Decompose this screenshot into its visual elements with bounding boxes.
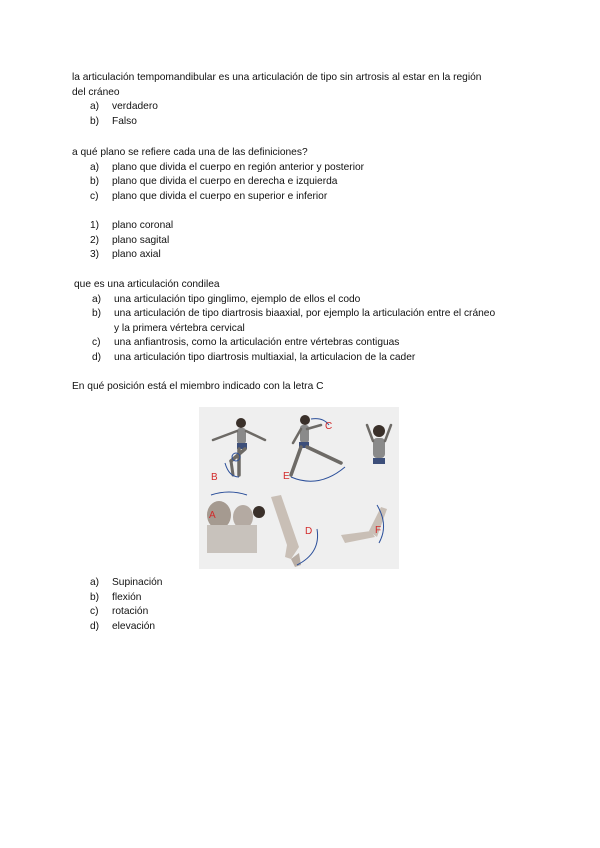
question-4-options <box>72 576 532 634</box>
option-a <box>72 100 532 115</box>
option-d <box>74 351 534 366</box>
question-2 <box>72 146 532 204</box>
option-marker: a) <box>90 577 100 588</box>
option-b <box>74 307 534 322</box>
option-c <box>72 190 532 205</box>
question-3 <box>74 278 534 366</box>
question-1-text-line2: del cráneo <box>72 86 120 98</box>
figure-pose-arms-raised <box>367 425 391 464</box>
option-a <box>74 293 534 308</box>
option-a <box>72 161 532 176</box>
option-text: plano que divida el cuerpo en región anterior y posterior <box>112 161 365 173</box>
figure-illustration <box>199 407 399 569</box>
option-text: Falso <box>112 115 137 127</box>
figure-pose-d <box>271 495 301 567</box>
question-4-text: En qué posición está el miembro indicado con la letra C <box>72 381 324 392</box>
question-4 <box>72 380 532 395</box>
option-text: elevación <box>112 620 156 632</box>
question-1 <box>72 71 532 129</box>
answer-text: plano coronal <box>112 220 174 231</box>
option-text: una anfiantrosis, como la articulación entre vértebras contiguas <box>114 337 400 349</box>
option-text: rotación <box>112 606 149 618</box>
option-text: plano que divida el cuerpo en derecha e izquierda <box>112 176 338 188</box>
answer-text: plano axial <box>112 249 161 261</box>
option-marker: d) <box>90 620 100 632</box>
option-d <box>72 620 532 635</box>
figure-pose-a <box>207 492 265 553</box>
figure-label-b: B <box>211 472 218 483</box>
option-marker: a) <box>90 101 100 113</box>
option-a <box>72 576 532 591</box>
figure-label-a: A <box>209 510 216 521</box>
option-c <box>74 336 534 351</box>
option-marker: a) <box>92 293 102 305</box>
answer-text: plano sagital <box>112 234 170 246</box>
figure-label-c: C <box>325 421 333 432</box>
question-1-text-line1: la articulación tempomandibular es una articulación de tipo sin artrosis al estar en la región <box>72 72 482 83</box>
option-marker: b) <box>92 308 102 320</box>
body-positions-figure <box>199 407 399 569</box>
answer-2 <box>72 234 532 249</box>
answer-marker: 2) <box>90 234 100 246</box>
option-marker: a) <box>90 161 100 173</box>
figure-pose-ce <box>291 415 341 475</box>
option-marker: b) <box>90 176 100 188</box>
option-text: Supinación <box>112 577 163 588</box>
option-text: una articulación de tipo diartrosis biaaxial, por ejemplo la articulación entre el cráneo <box>114 308 496 320</box>
option-text: una articulación tipo diartrosis multiaxial, la articulacion de la cader <box>114 351 416 363</box>
option-b-continuation: y la primera vértebra cervical <box>114 322 245 334</box>
option-c <box>72 605 532 620</box>
figure-pose-b <box>213 418 265 475</box>
answer-marker: 1) <box>90 220 100 231</box>
option-b <box>72 175 532 190</box>
option-marker: b) <box>90 115 100 127</box>
option-text: flexión <box>112 591 142 603</box>
answer-1 <box>72 219 532 234</box>
answer-3 <box>72 248 532 263</box>
option-b <box>72 115 532 130</box>
question-2-answers <box>72 219 532 263</box>
option-marker: b) <box>90 591 100 603</box>
option-b <box>72 591 532 606</box>
option-marker: c) <box>90 606 99 618</box>
option-marker: c) <box>90 190 99 202</box>
option-marker: c) <box>92 337 101 349</box>
question-2-text: a qué plano se refiere cada una de las definiciones? <box>72 147 308 158</box>
figure-label-d: D <box>305 526 313 537</box>
answer-marker: 3) <box>90 249 100 261</box>
option-text: plano que divida el cuerpo en superior e inferior <box>112 190 328 202</box>
option-text: una articulación tipo ginglimo, ejemplo de ellos el codo <box>114 293 361 305</box>
question-3-text: que es una articulación condilea <box>74 279 220 290</box>
figure-label-e: E <box>283 471 290 482</box>
option-text: verdadero <box>112 101 158 113</box>
option-marker: d) <box>92 351 102 363</box>
figure-label-f: F <box>375 525 382 536</box>
